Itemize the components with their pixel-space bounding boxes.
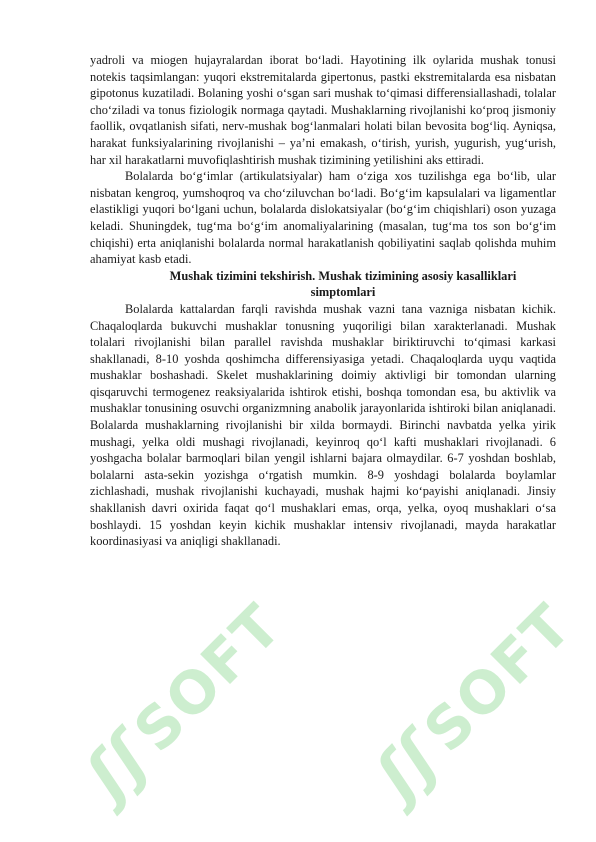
watermark-text: SOFT xyxy=(410,590,586,765)
paragraph: yadroli va miogen hujayralardan iborat bo‘ladi. Hayotining ilk oylarida mushak tonusi notekis taqsimlangan: yuqori ekstremitalarda gipertonus, pastki ekstremitalarda esa nisbatan gipotonus kuzatiladi. Bolaning yoshi o‘sgan sari mushak to‘qimasi differensiallashadi, tolalar cho‘ziladi va tonus fiziologik normaga qaytadi. Mushaklarning rivojlanishi ko‘proq jismoniy faollik, ovqatlanish sifati, nerv-mushak bog‘lanmalari holati bilan bevosita bog‘liq. Ayniqsa, harakat funksiyalarining rivojlanishi – ya’ni emakash, o‘tirish, yurish, yugurish, yug‘urish, har xil harakatlarni muvofiqlashtirish mushak tizimining yetilishini aks ettiradi. xyxy=(90,53,556,167)
section-heading-line: simptomlari xyxy=(310,285,376,300)
paragraph: Bolalarda kattalardan farqli ravishda mushak vazni tana vazniga nisbatan kichik. Chaqaloqlarda bukuvchi mushaklar tonusning yuqoriligi bilan xarakterlanadi. Mushak tolalari rivojlanishi bilan parallel ravishda mushaklar biriktiruvchi to‘qimasi karkasi shakllanadi, 8-10 yoshda qoshimcha differensiyasiga yetadi. Chaqaloqlarda uyqu vaqtida mushaklar boshashadi. Skelet mushaklarining doimiy aktivligi bir tomondan ularning qisqaruvchi termogenez reaksiyalarida ishtirok etishi, boshqa tomondan esa, bu aktivlik va mushaklar tonusining osuvchi organizmning anabolik jarayonlarida ishtiroki bilan aniqlanadi. Bolalarda mushaklarning rivojlanishi bir xilda bormaydi. Birinchi navbatda yelka yirik mushagi, yelka oldi mushagi rivojlanadi, keyinroq qo‘l kafti mushaklari rivojlanadi. 6 yoshgacha bolalar barmoqlari bilan yengil ishlarni bajara olmaydilar. 6-7 yoshdan boshlab, bolalarni asta-sekin yozishga o‘rgatish mumkin. 8-9 yoshdagi bolalarda boylamlar zichlashadi, mushak rivojlanishi kuchayadi, mushak hajmi ko‘payishi aniqlanadi. Jinsiy shakllanish davri oxirida faqat qo‘l mushaklari emas, orqa, yelka, oyoq mushaklari o‘sa boshlaydi. 15 yoshdan keyin kichik mushaklar intensiv rivojlanadi, mayda harakatlar koordinasiyasi va aniqligi shakllanadi. xyxy=(90,301,556,549)
watermark-right xyxy=(362,588,586,812)
watermark-logo-mark: ʃʃ xyxy=(72,719,165,813)
section-heading-line: Mushak tizimini tekshirish. Mushak tizimining asosiy kasalliklari xyxy=(169,268,517,283)
watermark-left xyxy=(72,588,296,812)
section-heading xyxy=(90,268,556,301)
document-body xyxy=(90,52,556,550)
watermark-text: SOFT xyxy=(120,590,296,765)
paragraph: Bolalarda bo‘g‘imlar (artikulatsiyalar) ham o‘ziga xos tuzilishga ega bo‘lib, ular nisbatan kengroq, yumshoqroq va cho‘ziluvchan bo‘ladi. Bo‘g‘im kapsulalari va ligamentlar elastikligi yuqori bo‘lgani uchun, bolalarda dislokatsiyalar (bo‘g‘im chiqishlari) oson yuzaga keladi. Shuningdek, tug‘ma bo‘g‘im anomaliyalarining (masalan, tug‘ma tos son bo‘g‘im chiqishi) erta aniqlanishi bolalarda normal harakatlanish qobiliyatini saqlab qolishda muhim ahamiyat kasb etadi. xyxy=(90,169,556,267)
watermark-logo-mark: ʃʃ xyxy=(362,719,455,813)
